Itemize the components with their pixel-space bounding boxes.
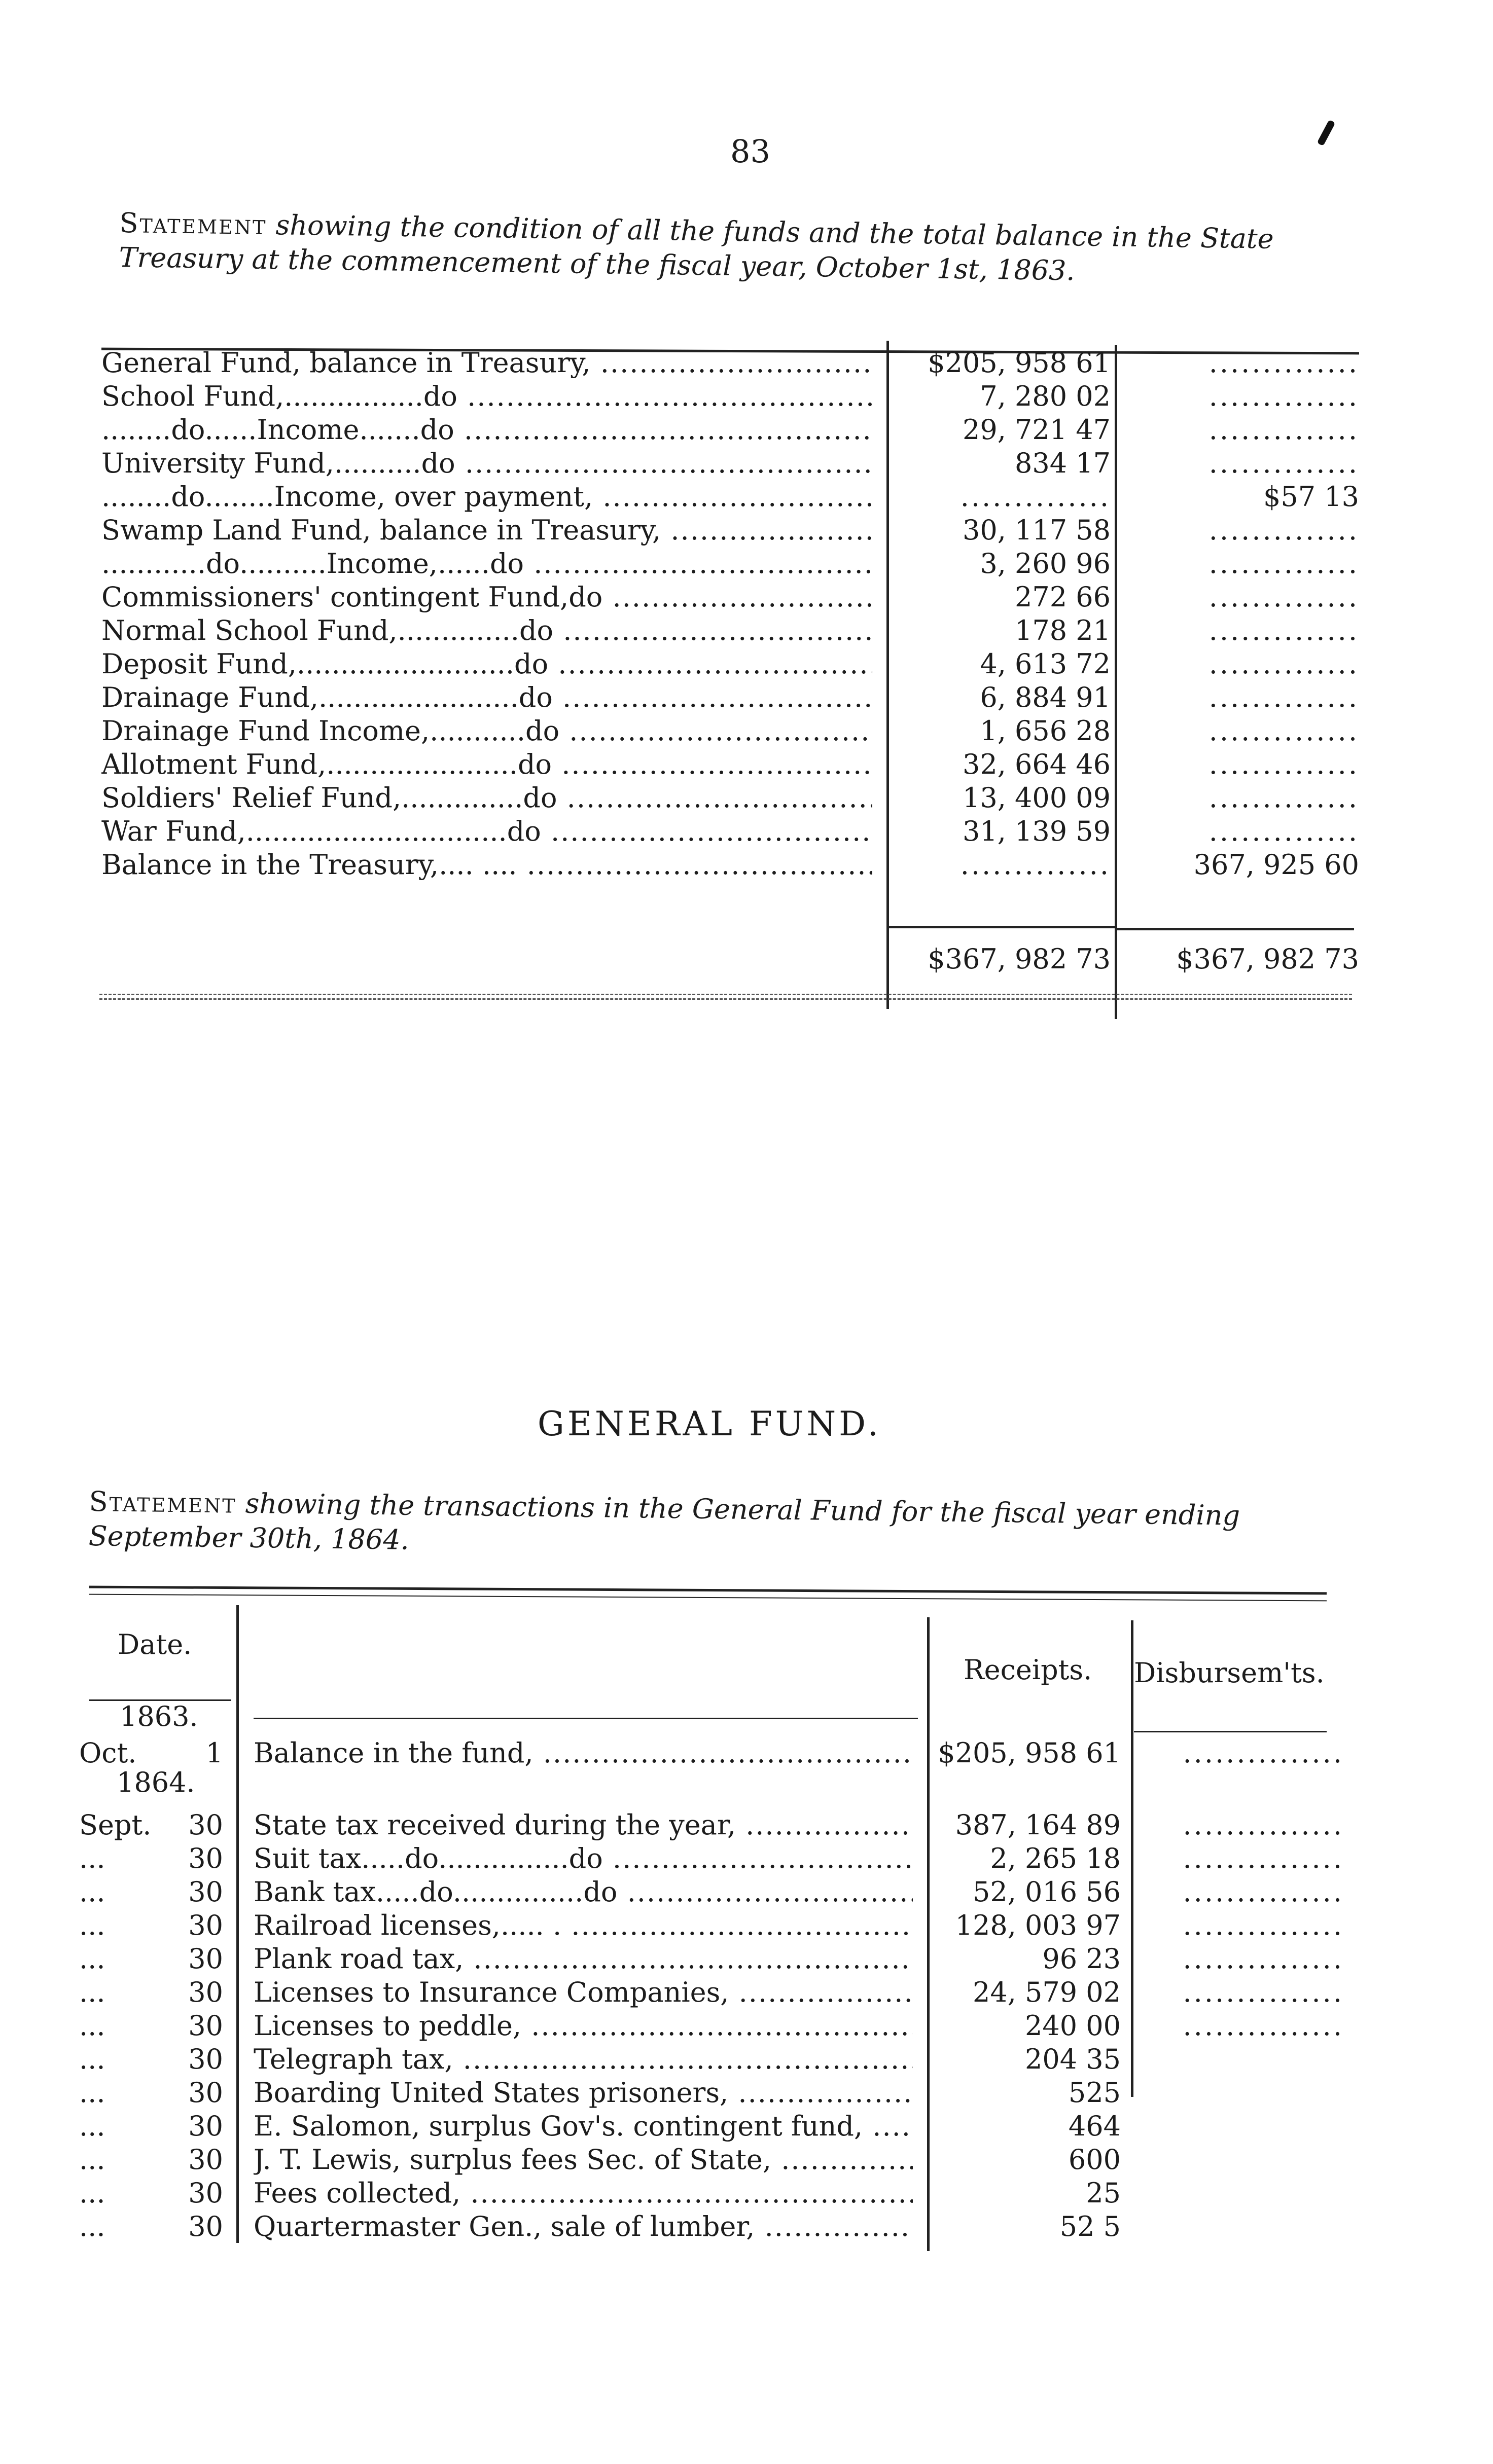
section-title: GENERAL FUND. xyxy=(538,1404,881,1443)
date-day: 30 xyxy=(188,2144,223,2176)
fund-amount: 32, 664 46 xyxy=(963,748,1111,780)
receipt-amount: 25 xyxy=(1086,2177,1121,2209)
transaction-label: Fees collected, ..... xyxy=(254,2177,913,2209)
fund-amount: 834 17 xyxy=(1015,447,1111,479)
statement-1 xyxy=(119,206,1377,293)
table-row xyxy=(0,849,1493,882)
fund-balance: .............. xyxy=(1208,782,1359,814)
page-number: 83 xyxy=(730,133,770,170)
statement-1-lead: Statement xyxy=(119,206,267,241)
table-row xyxy=(0,1809,1493,1842)
fund-balance: .............. xyxy=(1208,648,1359,680)
date-day: 30 xyxy=(188,1943,223,1975)
date-day: 30 xyxy=(188,2211,223,2242)
table-row xyxy=(0,1909,1493,1943)
fund-balance: .............. xyxy=(1208,614,1359,646)
table2-top-rule-2 xyxy=(89,1594,1327,1602)
fund-label: Drainage Fund Income,...........do ..... xyxy=(101,715,872,747)
fund-label: Commissioners' contingent Fund,do ..... xyxy=(101,581,872,613)
receipt-amount: 96 23 xyxy=(1042,1943,1121,1975)
fund-amount: 13, 400 09 xyxy=(963,782,1111,814)
fund-label: Swamp Land Fund, balance in Treasury, ..... xyxy=(101,514,872,546)
date-month: ... xyxy=(79,2010,105,2042)
fund-balance: .............. xyxy=(1208,414,1359,446)
disbursement-dots: ............... xyxy=(1183,1976,1344,2008)
fund-amount: .............. xyxy=(960,481,1111,513)
disbursement-dots: ............... xyxy=(1183,1909,1344,1941)
receipt-amount: 240 00 xyxy=(1025,2010,1121,2042)
table-row xyxy=(0,815,1493,849)
fund-label: Soldiers' Relief Fund,..............do ..... xyxy=(101,782,872,814)
receipt-amount: 387, 164 89 xyxy=(955,1809,1121,1841)
fund-label: Allotment Fund,......................do ..... xyxy=(101,748,872,780)
transaction-label: Plank road tax, ..... xyxy=(254,1943,913,1975)
table-row xyxy=(0,414,1493,447)
table-row xyxy=(0,782,1493,815)
transaction-label: Railroad licenses,..... . ..... xyxy=(254,1909,913,1941)
transaction-label: Licenses to peddle, ..... xyxy=(254,2010,913,2042)
fund-label: University Fund,..........do ..... xyxy=(101,447,872,479)
fund-label: General Fund, balance in Treasury, ..... xyxy=(101,347,872,379)
date-day: 30 xyxy=(188,1909,223,1941)
table-row xyxy=(0,380,1493,414)
date-day: 30 xyxy=(188,1876,223,1908)
fund-amount: 30, 117 58 xyxy=(963,514,1111,546)
table-row xyxy=(0,614,1493,648)
date-day: 30 xyxy=(188,2177,223,2209)
statement-2-text: showing the transactions in the General Fund for the fiscal year ending September 30th, 1864. xyxy=(88,1487,1240,1556)
fund-balance: 367, 925 60 xyxy=(1193,849,1359,881)
ink-mark xyxy=(1317,120,1336,146)
fund-amount: 6, 884 91 xyxy=(980,681,1111,713)
fund-amount: 3, 260 96 xyxy=(980,548,1111,579)
transaction-label: State tax received during the year, ..... xyxy=(254,1809,913,1841)
table-row xyxy=(0,748,1493,782)
table-row xyxy=(0,548,1493,581)
date-month: ... xyxy=(79,2144,105,2176)
disbursement-dots: ............... xyxy=(1183,1943,1344,1975)
table2-desc-header-rule xyxy=(254,1718,918,1719)
date-month: ... xyxy=(79,2110,105,2142)
table2-disb-header-rule xyxy=(1134,1731,1327,1732)
disbursement-dots: ............... xyxy=(1183,1842,1344,1874)
table-row xyxy=(0,514,1493,548)
table-row xyxy=(0,2110,1493,2144)
transaction-label: Licenses to Insurance Companies, ..... xyxy=(254,1976,913,2008)
totals-row xyxy=(0,943,1493,976)
fund-balance: .............. xyxy=(1208,514,1359,546)
transaction-label: Bank tax.....do...............do ..... xyxy=(254,1876,913,1908)
table-row xyxy=(0,2144,1493,2177)
table-row xyxy=(0,2077,1493,2110)
table-row xyxy=(0,2043,1493,2077)
receipt-amount: 600 xyxy=(1068,2144,1121,2176)
receipt-amount: 128, 003 97 xyxy=(955,1909,1121,1941)
table-row xyxy=(0,1943,1493,1976)
date-day: 30 xyxy=(188,2110,223,2142)
date-month: ... xyxy=(79,1976,105,2008)
statement-1-text: showing the condition of all the funds and the total balance in the State Treasury at the commencement of the fiscal year, October 1st, 1863. xyxy=(119,209,1274,287)
table2-top-rule xyxy=(89,1586,1327,1595)
fund-balance: .............. xyxy=(1208,548,1359,579)
table-row xyxy=(0,1976,1493,2010)
table-row xyxy=(0,447,1493,481)
fund-label: Drainage Fund,.......................do ..... xyxy=(101,681,872,713)
date-day: 30 xyxy=(188,2077,223,2109)
table-row xyxy=(0,581,1493,614)
table-row xyxy=(0,481,1493,514)
table1-total-rule-1 xyxy=(886,926,1116,928)
fund-amount: 178 21 xyxy=(1015,614,1111,646)
table-row xyxy=(0,2211,1493,2244)
date-month: Oct. xyxy=(79,1737,137,1769)
statement-2-lead: Statement xyxy=(89,1485,237,1519)
transaction-label: Quartermaster Gen., sale of lumber, ..... xyxy=(254,2211,913,2242)
fund-amount: .............. xyxy=(960,849,1111,881)
date-month: ... xyxy=(79,2043,105,2075)
fund-amount: 7, 280 02 xyxy=(980,380,1111,412)
fund-label: School Fund,................do ..... xyxy=(101,380,872,412)
table-row xyxy=(0,1876,1493,1909)
fund-amount: 272 66 xyxy=(1015,581,1111,613)
table-row xyxy=(0,2177,1493,2211)
disbursement-dots: ............... xyxy=(1183,1876,1344,1908)
table-row xyxy=(0,1737,1493,1770)
transaction-label: Boarding United States prisoners, ..... xyxy=(254,2077,913,2109)
receipt-amount: 464 xyxy=(1068,2110,1121,2142)
date-month: ... xyxy=(79,2177,105,2209)
fund-balance: .............. xyxy=(1208,681,1359,713)
table1-bottom-rule xyxy=(99,994,1352,1000)
disbursement-dots: ............... xyxy=(1183,1737,1344,1769)
fund-amount: 4, 613 72 xyxy=(980,648,1111,680)
date-day: 30 xyxy=(188,1976,223,2008)
receipt-amount: 24, 579 02 xyxy=(973,1976,1121,2008)
fund-balance: .............. xyxy=(1208,447,1359,479)
receipt-amount: 204 35 xyxy=(1025,2043,1121,2075)
table-row xyxy=(0,648,1493,681)
fund-balance: $57 13 xyxy=(1263,481,1359,513)
fund-label: ............do..........Income,......do ..... xyxy=(101,548,872,579)
fund-balance: .............. xyxy=(1208,380,1359,412)
fund-label: ........do......Income.......do ..... xyxy=(101,414,872,446)
date-day: 30 xyxy=(188,1809,223,1841)
year-1864: 1864. xyxy=(117,1766,195,1798)
date-month: ... xyxy=(79,2211,105,2242)
transaction-label: Telegraph tax, ..... xyxy=(254,2043,913,2075)
receipt-amount: 525 xyxy=(1068,2077,1121,2109)
fund-label: War Fund,..............................do ..... xyxy=(101,815,872,847)
fund-amount: 1, 656 28 xyxy=(980,715,1111,747)
receipt-amount: 2, 265 18 xyxy=(990,1842,1121,1874)
disbursement-dots: ............... xyxy=(1183,1809,1344,1841)
fund-balance: .............. xyxy=(1208,715,1359,747)
table-row xyxy=(0,681,1493,715)
table-row xyxy=(0,1842,1493,1876)
fund-balance: .............. xyxy=(1208,748,1359,780)
fund-amount: $205, 958 61 xyxy=(928,347,1111,379)
date-month: ... xyxy=(79,2077,105,2109)
receipt-amount: 52 5 xyxy=(1059,2211,1121,2242)
date-day: 1 xyxy=(205,1737,223,1769)
fund-label: Normal School Fund,..............do ..... xyxy=(101,614,872,646)
receipt-amount: $205, 958 61 xyxy=(938,1737,1121,1769)
table1-total-rule-2 xyxy=(1116,928,1354,930)
transaction-label: Suit tax.....do...............do ..... xyxy=(254,1842,913,1874)
fund-label: Deposit Fund,.........................do ..... xyxy=(101,648,872,680)
date-month: ... xyxy=(79,1842,105,1874)
header-disbursements: Disbursem'ts. xyxy=(1134,1657,1325,1689)
header-date: Date. xyxy=(118,1628,192,1660)
total-amount: $367, 982 73 xyxy=(928,943,1111,975)
transaction-label: Balance in the fund, ..... xyxy=(254,1737,913,1769)
fund-label: ........do........Income, over payment, ..... xyxy=(101,481,872,513)
date-month: ... xyxy=(79,1876,105,1908)
fund-balance: .............. xyxy=(1208,815,1359,847)
date-day: 30 xyxy=(188,2010,223,2042)
fund-amount: 31, 139 59 xyxy=(963,815,1111,847)
date-day: 30 xyxy=(188,1842,223,1874)
total-balance: $367, 982 73 xyxy=(1176,943,1359,975)
disbursement-dots: ............... xyxy=(1183,2010,1344,2042)
fund-label: Balance in the Treasury,.... .... ..... xyxy=(101,849,872,881)
table-row xyxy=(0,347,1493,380)
header-receipts: Receipts. xyxy=(964,1654,1092,1686)
date-month: ... xyxy=(79,1909,105,1941)
year-1863: 1863. xyxy=(120,1700,198,1732)
table-row xyxy=(0,715,1493,748)
date-month: ... xyxy=(79,1943,105,1975)
fund-balance: .............. xyxy=(1208,347,1359,379)
date-month: Sept. xyxy=(79,1809,152,1841)
fund-balance: .............. xyxy=(1208,581,1359,613)
transaction-label: E. Salomon, surplus Gov's. contingent fund, ..... xyxy=(254,2110,913,2142)
date-day: 30 xyxy=(188,2043,223,2075)
table-row xyxy=(0,2010,1493,2043)
fund-amount: 29, 721 47 xyxy=(963,414,1111,446)
statement-2 xyxy=(88,1484,1346,1569)
transaction-label: J. T. Lewis, surplus fees Sec. of State, ..... xyxy=(254,2144,913,2176)
receipt-amount: 52, 016 56 xyxy=(973,1876,1121,1908)
